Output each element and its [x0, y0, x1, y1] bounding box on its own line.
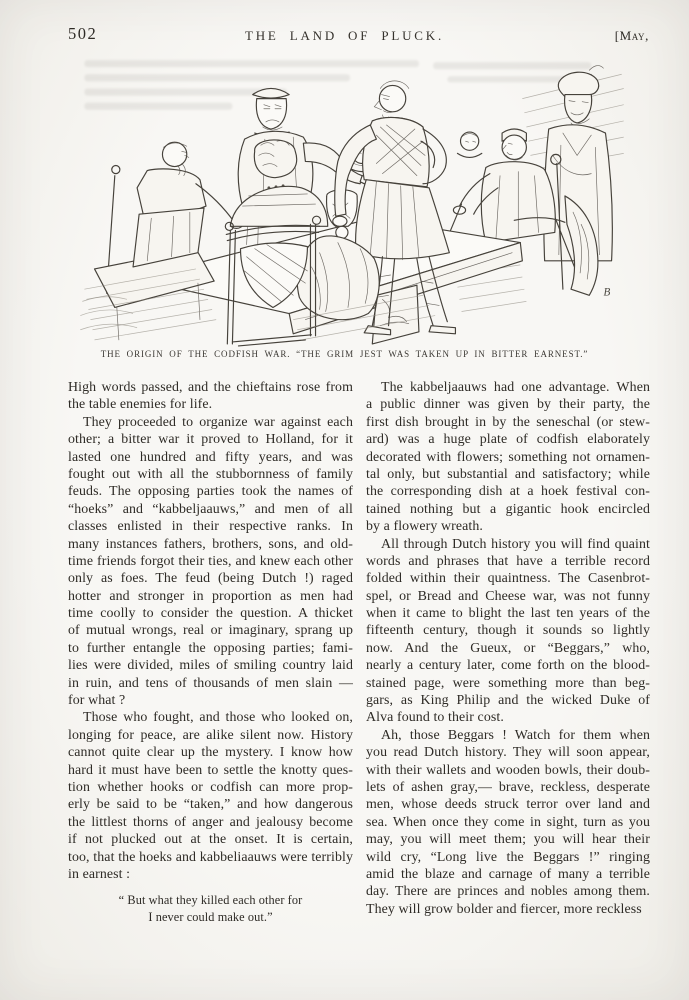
- text-line: you read Dutch history. They will soon appear,: [366, 745, 650, 761]
- text-line: wild cry, “Long live the Beggars !” ringing: [366, 849, 650, 865]
- running-title: THE LAND OF PLUCK.: [244, 28, 444, 43]
- text-line: now. And the Gueux, or “Beggars,” who,: [366, 640, 650, 656]
- page-number: 502: [68, 24, 98, 43]
- text-line: hard it must have been to settle the knotty ques-: [68, 762, 353, 778]
- text-line: to further entangle the opposing parties; fami-: [68, 640, 353, 656]
- text-line: fought out with all the stubbornness of family: [68, 466, 353, 482]
- text-line: “ But what they killed each other for: [118, 893, 303, 908]
- text-line: longing for peace, are alike silent now. History: [68, 727, 353, 743]
- text-line: tion whether hooks or codfish can more prop-: [68, 779, 353, 795]
- text-line: “hoeks” and “kabbeljaauws,” and men of all: [68, 501, 353, 517]
- text-line: High words passed, and the chieftains rose from: [68, 380, 353, 395]
- text-line: only as foes. The feud (being Dutch !) raged: [68, 571, 353, 587]
- illustration-caption: THE ORIGIN OF THE CODFISH WAR. “THE GRIM JEST WAS TAKEN UP IN BITTER EARNEST.”: [100, 349, 589, 359]
- text-line: words and phrases that have a terrible record: [366, 553, 650, 569]
- paragraph: [68, 892, 353, 925]
- paragraph: [68, 379, 353, 414]
- text-line: tained nothing but a gigantic hook encircled: [366, 501, 650, 517]
- text-line: if not plucked out at the onset. It is certain,: [68, 832, 353, 848]
- text-line: erly be said to be “taken,” and how dangerous: [68, 797, 353, 813]
- issue-label: [May,: [614, 28, 649, 43]
- artist-signature: B: [603, 286, 611, 299]
- text-line: Those who fought, and those who looked on,: [83, 710, 353, 726]
- text-column-left: [68, 379, 353, 925]
- text-line: hotter and stronger in proportion as men had: [68, 588, 353, 604]
- text-line: They proceeded to organize war against each: [83, 414, 353, 430]
- text-line: Ah, those Beggars ! Watch for them when: [381, 727, 650, 743]
- text-line: tal only, but substantial and satisfactory; while: [366, 466, 650, 482]
- text-line: Alva found to their cost.: [366, 710, 504, 726]
- text-line: gars, as King Philip and the wicked Duke of: [366, 693, 650, 709]
- text-line: decorated with flowers; something not ornamen-: [366, 449, 650, 465]
- text-line: in earnest :: [68, 866, 131, 882]
- text-line: of mutual wrongs, real or imaginary, sprang up: [68, 623, 353, 639]
- text-line: other; a bitter war it proved to Holland, for it: [68, 432, 353, 448]
- paragraph: [366, 727, 650, 918]
- text-line: spel, or Bread and Cheese war, was not funny: [366, 588, 650, 604]
- text-line: I never could make out.”: [148, 909, 273, 924]
- text-line: They will grow bolder and fiercer, more reckless: [366, 901, 642, 917]
- text-line: lets of ashen gray,— brave, reckless, desperate: [366, 779, 650, 795]
- text-line: too, that the hoeks and kabbeliaauws were terribly: [68, 849, 353, 865]
- text-line: folded within their quaintness. The Casenbrot-: [366, 571, 650, 587]
- text-line: time coolly to consider the question. A thicket: [68, 606, 353, 622]
- text-line: lasted one hundred and fifty years, and was: [68, 449, 353, 465]
- text-line: sea. When once they come in sight, turn as you: [366, 814, 650, 830]
- text-line: classes enlisted in their respective ranks. In: [68, 519, 353, 535]
- paragraph: [366, 536, 650, 727]
- text-line: for what ?: [68, 693, 126, 709]
- text-column-right: [366, 379, 650, 918]
- text-line: with their wallets and wooden bowls, their doub-: [366, 762, 650, 778]
- text-line: time friends forgot their ties, and knew each other: [68, 553, 353, 569]
- codfish-war-engraving: [76, 54, 624, 348]
- text-line: day. There are princes and nobles among them.: [366, 884, 650, 900]
- text-line: the corresponding dish at a hoek festival con-: [366, 484, 650, 500]
- text-line: amid the blaze and carnage of many a terrible: [366, 866, 650, 882]
- text-line: feuds. The opposing parties took the names of: [68, 484, 353, 500]
- text-line: ard) was a huge plate of codfish elaborately: [366, 432, 650, 448]
- text-line: when it came to blight the last ten years of the: [366, 606, 650, 622]
- text-line: first dish brought in by the seneschal (or stew-: [366, 414, 650, 430]
- text-line: nearly a century later, come forth on the blood-: [366, 658, 650, 674]
- text-line: the table enemies for life.: [68, 397, 213, 413]
- text-line: The kabbeljaauws had one advantage. When: [381, 380, 650, 395]
- text-line: a public dinner was given by their party, the: [366, 397, 650, 413]
- text-line: may, you will meet them; you will hear their: [366, 832, 650, 848]
- text-line: lies were divided, miles of smiling country laid: [68, 658, 353, 674]
- paragraph: [366, 379, 650, 536]
- text-line: cannot quite clear up the mystery. I know how: [68, 745, 353, 761]
- text-line: stained page, were something more than beg-: [366, 675, 650, 691]
- page-bleedthrough: [84, 60, 591, 110]
- text-line: the littlest thorns of anger and jealousy become: [68, 814, 353, 830]
- text-line: men, whose deeds struck terror over land and: [366, 797, 650, 813]
- paragraph: [68, 414, 353, 710]
- text-line: All through Dutch history you will find quaint: [381, 536, 650, 552]
- text-line: many instances fathers, brothers, sons, and old-: [68, 536, 353, 552]
- text-line: in ruin, and tens of thousands of men slain —: [68, 675, 353, 691]
- text-line: fifteenth century, though it sounds so lightly: [366, 623, 650, 639]
- text-line: by a flowery wreath.: [366, 519, 483, 535]
- paragraph: [68, 709, 353, 883]
